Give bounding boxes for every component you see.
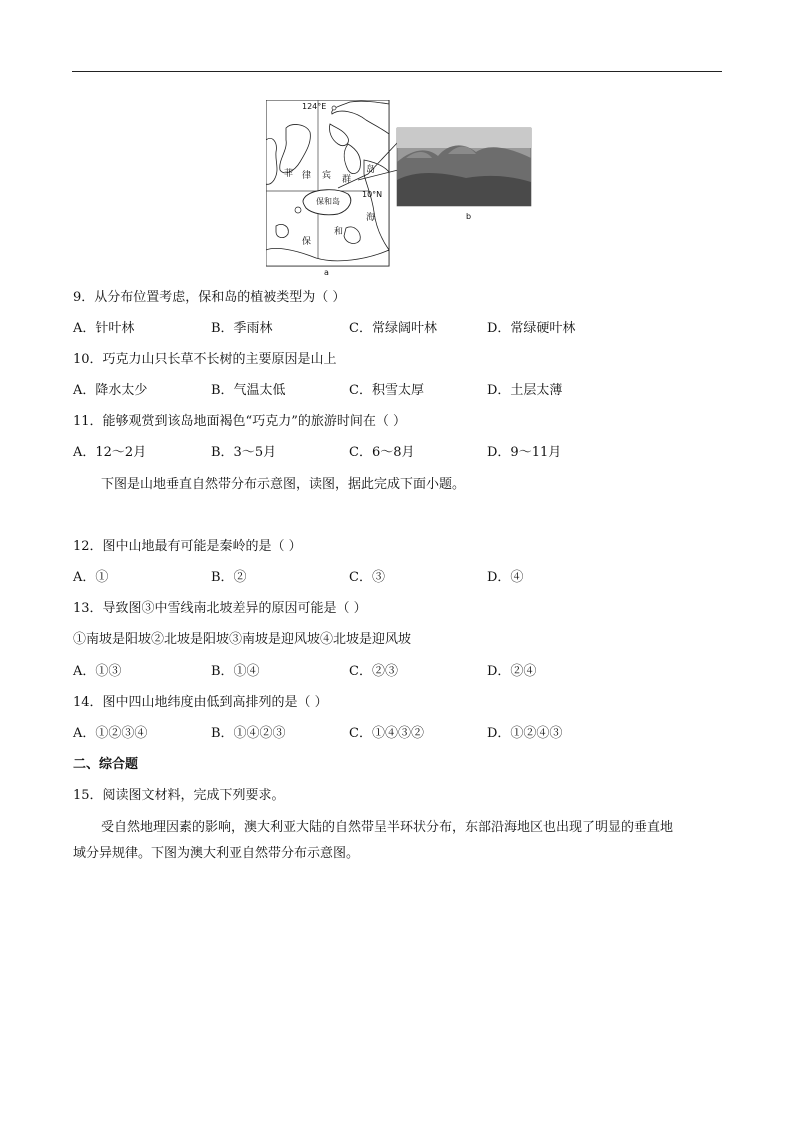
latitude-label: 10°N [362, 190, 383, 199]
question-13-substem: ①南坡是阳坡②北坡是阳坡③南坡是迎风坡④北坡是迎风坡 [73, 632, 412, 647]
q9-option-c: C．常绿阔叶林 [349, 321, 437, 336]
map-label-dao: 岛 [366, 165, 376, 175]
q13-option-a: A．①③ [73, 664, 122, 679]
q10-option-d: D．土层太薄 [487, 383, 563, 398]
q15-material-line-1: 受自然地理因素的影响，澳大利亚大陆的自然带呈半环状分布，东部沿海地区也出现了明显的垂直地 [101, 820, 674, 835]
caption-b: b [466, 212, 472, 221]
map-label-he: 和 [334, 227, 344, 237]
q14-option-d: D．①②④③ [487, 726, 563, 741]
map-label-fei: 菲 [284, 169, 294, 179]
mountain-intro: 下图是山地垂直自然带分布示意图，读图，据此完成下面小题。 [101, 477, 466, 492]
q11-option-a: A．12～2月 [73, 445, 147, 460]
q9-option-a: A．针叶林 [73, 321, 135, 336]
q14-option-b: B．①④②③ [211, 726, 286, 741]
question-10-stem: 10．巧克力山只长草不长树的主要原因是山上 [73, 352, 337, 367]
map-label-island: 保和岛 [316, 197, 340, 206]
q10-option-a: A．降水太少 [73, 383, 148, 398]
question-15-material [73, 815, 723, 867]
question-15-stem: 15．阅读图文材料，完成下列要求。 [73, 788, 285, 803]
q9-option-d: D．常绿硬叶林 [487, 321, 576, 336]
header-rule [72, 71, 722, 72]
q9-option-b: B．季雨林 [211, 321, 273, 336]
map-label-bin: 宾 [322, 171, 332, 181]
map-label-qun: 群 [342, 175, 352, 185]
map-label-bao: 保 [302, 237, 312, 247]
q13-option-c: C．②③ [349, 664, 398, 679]
q11-option-d: D．9～11月 [487, 445, 562, 460]
map-label-lv: 律 [302, 171, 312, 181]
q15-material-line-2: 域分异规律。下图为澳大利亚自然带分布示意图。 [73, 846, 360, 861]
question-14-stem: 14．图中四山地纬度由低到高排列的是（ ） [73, 695, 328, 710]
longitude-label: 124°E [302, 102, 327, 111]
q12-option-b: B．② [211, 570, 247, 585]
q13-option-b: B．①④ [211, 664, 260, 679]
q12-option-d: D．④ [487, 570, 524, 585]
section-2-title: 二、综合题 [73, 757, 139, 772]
map-figure [266, 100, 536, 280]
q13-option-d: D．②④ [487, 664, 537, 679]
caption-a: a [324, 268, 329, 277]
q11-option-b: B．3～5月 [211, 445, 277, 460]
map-label-hai: 海 [366, 213, 376, 223]
q14-option-a: A．①②③④ [73, 726, 148, 741]
question-9-stem: 9．从分布位置考虑，保和岛的植被类型为（ ） [73, 290, 346, 305]
q10-option-c: C．积雪太厚 [349, 383, 424, 398]
q10-option-b: B．气温太低 [211, 383, 286, 398]
q12-option-c: C．③ [349, 570, 385, 585]
question-12-stem: 12．图中山地最有可能是秦岭的是（ ） [73, 539, 302, 554]
q12-option-a: A．① [73, 570, 109, 585]
q11-option-c: C．6～8月 [349, 445, 415, 460]
figure-map-photo [266, 100, 536, 280]
q14-option-c: C．①④③② [349, 726, 424, 741]
question-13-stem: 13．导致图③中雪线南北坡差异的原因可能是（ ） [73, 601, 367, 616]
question-11-stem: 11．能够观赏到该岛地面褐色“巧克力”的旅游时间在（ ） [73, 414, 406, 429]
